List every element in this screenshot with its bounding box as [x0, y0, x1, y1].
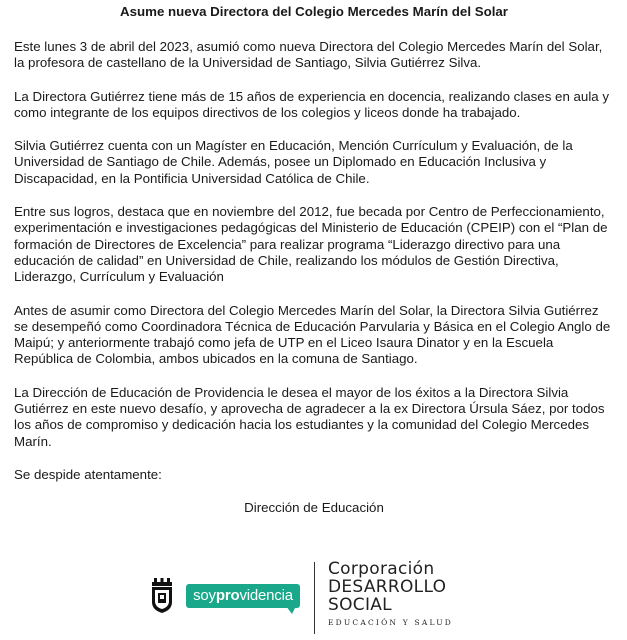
corporacion-logo: [328, 560, 453, 627]
paragraph-career: Antes de asumir como Directora del Colegio Mercedes Marín del Solar, la Directora Silvia Gutiérrez se desempeñó como Coordinadora Técnica de Educación Parvularia y Básica en el Colegio Anglo de Maipú; y anteriormente trabajó como jefa de UTP en el Liceo Isaura Dinator y en la Escuela República de Colombia, ambos ubicados en la comuna de Santiago.: [14, 302, 611, 367]
paragraph-achievements: Entre sus logros, destaca que en noviembre del 2012, fue becada por Centro de Perfeccionamiento, experimentación e investigaciones pedagógicas del Ministerio de Educación (CPEIP) con el “Plan de formación de Directores de Excelencia” para realizar programa “Liderazgo directivo para una educación de calidad” en Universidad de Chile, realizando los módulos de Gestión Directiva, Liderazgo, Currículum y Evaluación: [14, 204, 608, 285]
footer-logos: [0, 556, 627, 640]
corp-line-3: SOCIAL: [328, 595, 392, 615]
corp-subtitle: EDUCACIÓN Y SALUD: [328, 618, 453, 627]
soy-prefix: soy: [193, 587, 216, 604]
paragraph-thanks: La Dirección de Educación de Providencia le desea el mayor de los éxitos a la Directora Silvia Gutiérrez en este nuevo desafío, y aprovecha de agradecer a la ex Directora Úrsula Sáez, por todos los años de compromiso y dedicación hacia los estudiantes y la comunidad del Colegio Mercedes Marín.: [14, 384, 605, 449]
paragraph-experience: La Directora Gutiérrez tiene más de 15 años de experiencia en docencia, realizando clases en aula y como integrante de los equipos directivos de los colegios y liceos donde ha trabajado.: [14, 88, 610, 120]
speech-tail-icon: [286, 606, 296, 614]
corp-line-2: DESARROLLO: [328, 577, 447, 597]
soy-bold: pro: [215, 587, 240, 604]
providencia-crest-icon: [150, 578, 174, 614]
signature: Dirección de Educación: [244, 500, 384, 516]
paragraph-closing: Se despide atentamente:: [14, 466, 162, 482]
document: [14, 0, 614, 516]
corp-line-1: Corporación: [328, 559, 435, 579]
logo-divider: [314, 562, 315, 634]
soy-suffix: videncia: [239, 587, 293, 604]
paragraph-intro: Este lunes 3 de abril del 2023, asumió como nueva Directora del Colegio Mercedes Marín del Solar, la profesora de castellano de la Universidad de Santiago, Silvia Gutiérrez Silva.: [14, 39, 603, 71]
paragraph-education: Silvia Gutiérrez cuenta con un Magíster en Educación, Mención Currículum y Evaluación, de la Universidad de Santiago de Chile. Además, posee un Diplomado en Educación Inclusiva y Discapacidad, en la Pontificia Universidad Católica de Chile.: [14, 138, 573, 186]
document-title: Asume nueva Directora del Colegio Mercedes Marín del Solar: [120, 4, 508, 19]
soyprovidencia-logo: [186, 584, 300, 608]
